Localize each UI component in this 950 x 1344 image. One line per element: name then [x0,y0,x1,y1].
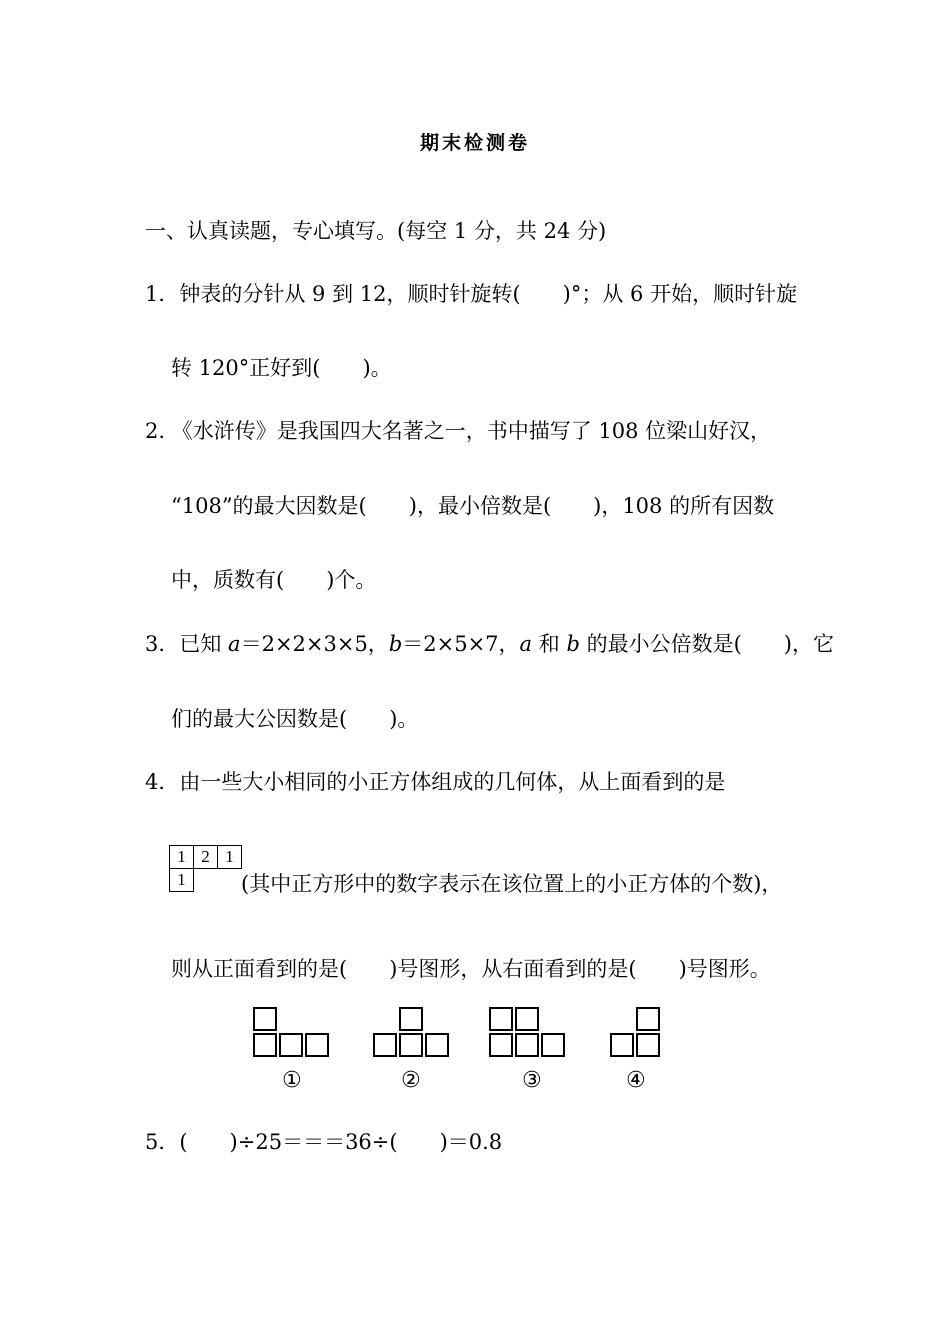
cube-square [279,1033,303,1057]
option-label-3: ③ [522,1068,542,1093]
option-label-2: ② [401,1068,421,1093]
cube-square [515,1007,539,1031]
cube-square [541,1033,565,1057]
cube-square [515,1033,539,1057]
q3-prefix: 3．已知 [145,632,229,656]
cube-square [305,1033,329,1057]
question-5-line-1: 5．( )÷25＝＝＝36÷( )＝0.8 [145,1130,503,1154]
cube-square [399,1033,423,1057]
top-view-grid [169,845,244,893]
cube-square [489,1007,513,1031]
cube-square [636,1033,660,1057]
view-options [0,1000,950,1100]
cube-square [373,1033,397,1057]
question-3-line-2: 们的最大公因数是( )。 [171,707,419,731]
top-view-cell: 1 [217,845,242,869]
question-3-line-1 [145,634,834,655]
top-view-cell: 2 [193,845,218,869]
option-label-1: ① [282,1068,302,1093]
cube-square [425,1033,449,1057]
q3-var-b: b [388,632,403,656]
q3-mid: 和 [532,632,567,656]
question-2-line-1: 2. 《水浒传》是我国四大名著之一，书中描写了 108 位梁山好汉， [145,419,772,443]
question-2-line-2: “108”的最大因数是( )，最小倍数是( )，108 的所有因数 [171,494,775,518]
cube-square [489,1033,513,1057]
q3-expr-b: ＝2×5×7， [402,632,520,656]
cube-square [610,1033,634,1057]
question-1-line-1: 1．钟表的分针从 9 到 12，顺时针旋转( )°；从 6 开始，顺时针旋 [145,282,798,306]
q3-suffix: 的最小公倍数是( )，它 [579,632,834,656]
q3-var-a: a [228,632,241,656]
question-2-line-3: 中，质数有( )个。 [171,568,377,592]
cube-square [636,1007,660,1031]
q3-expr-a: ＝2×2×3×5， [240,632,389,656]
option-label-4: ④ [626,1068,646,1093]
section-heading: 一、认真读题，专心填写。(每空 1 分，共 24 分) [145,219,607,243]
top-view-cell: 1 [169,845,194,869]
page-title: 期末检测卷 [419,132,530,154]
cube-square [253,1007,277,1031]
question-4-note: (其中正方形中的数字表示在该位置上的小正方体的个数)， [241,872,783,896]
cube-square [399,1007,423,1031]
top-view-cell: 1 [169,868,194,892]
q3-var-b2: b [566,632,580,656]
question-4-line-3: 则从正面看到的是( )号图形，从右面看到的是( )号图形。 [171,957,771,981]
question-4-line-1: 4．由一些大小相同的小正方体组成的几何体，从上面看到的是 [145,770,726,794]
question-1-line-2: 转 120°正好到( )。 [171,356,392,380]
q3-var-a2: a [519,632,533,656]
cube-square [253,1033,277,1057]
